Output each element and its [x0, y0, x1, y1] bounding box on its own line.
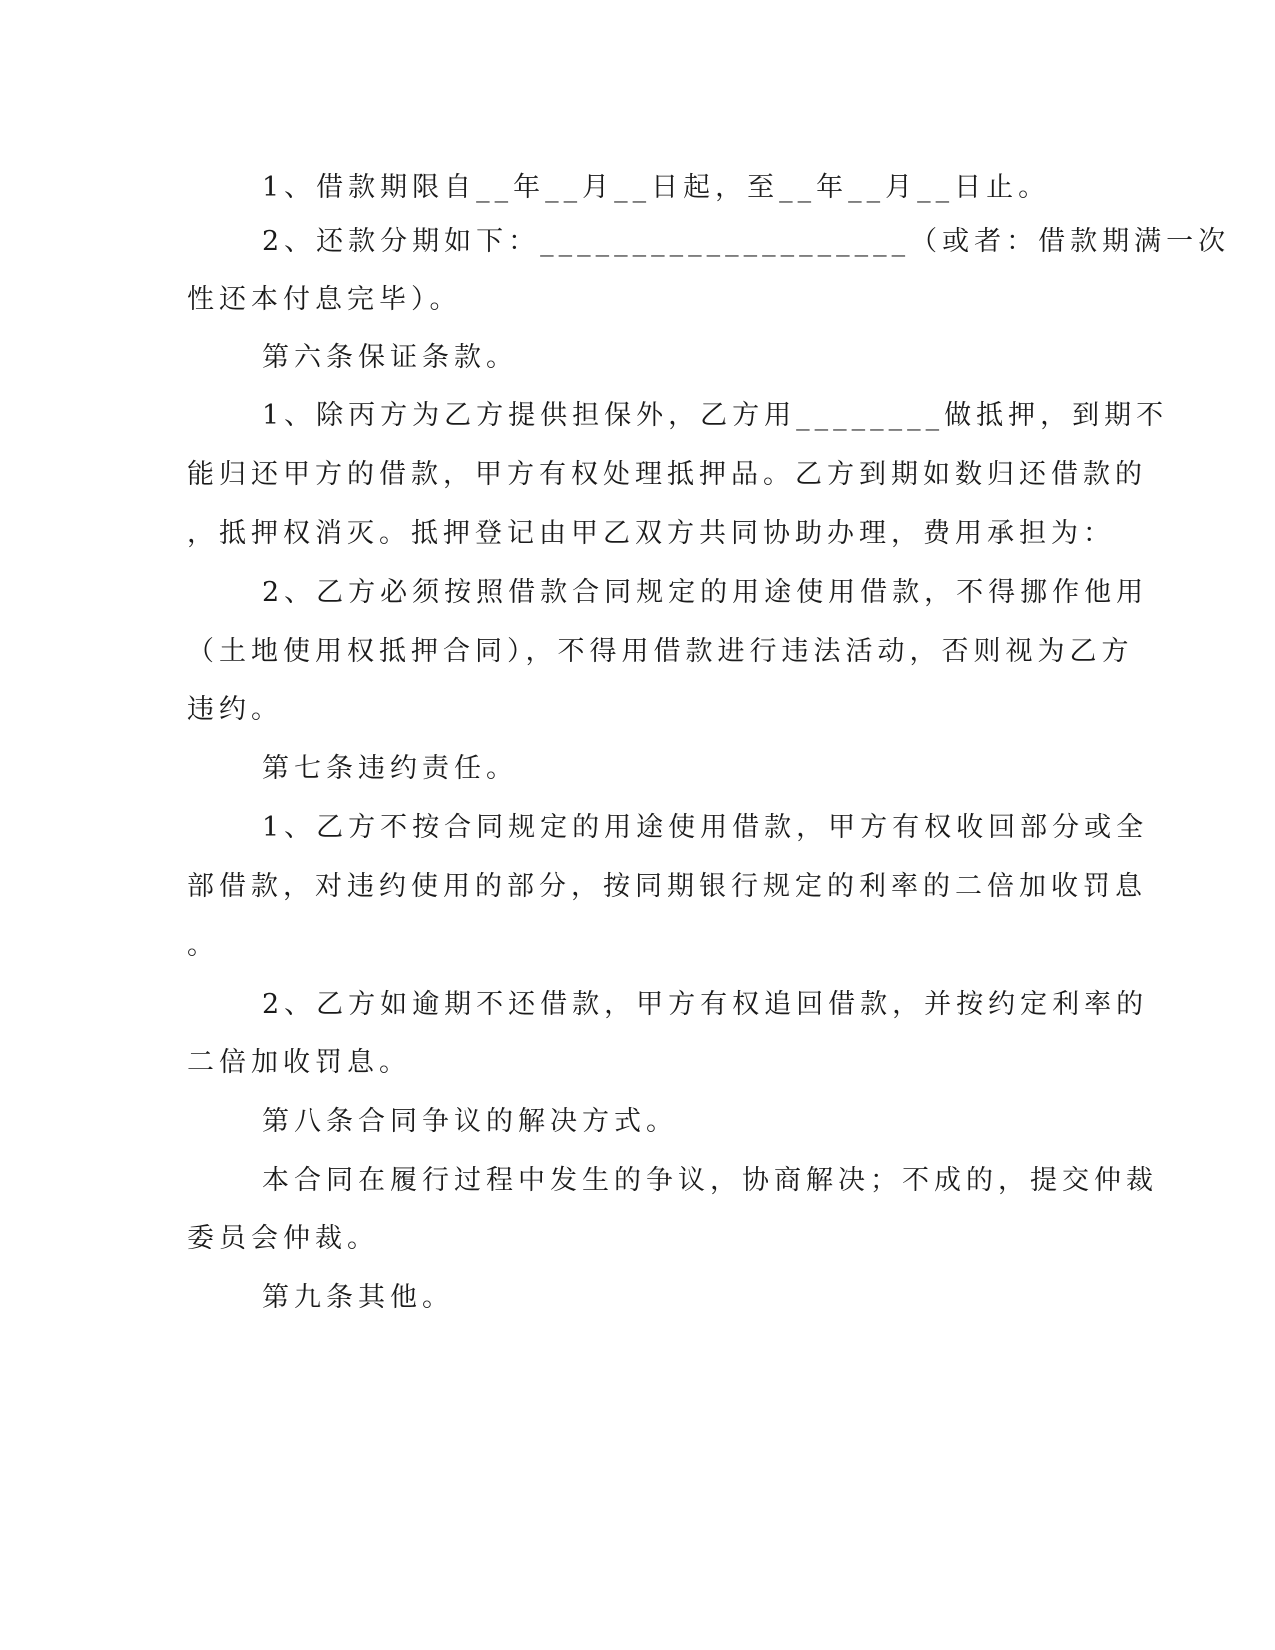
liability-clause-one-line-three: 。	[187, 930, 219, 961]
guarantee-clause-one: 1、除丙方为乙方提供担保外，乙方用________做抵押，到期不	[262, 400, 1169, 431]
article-seven-heading: 第七条违约责任。	[262, 753, 518, 784]
liability-clause-one-line-two: 部借款，对违约使用的部分，按同期银行规定的利率的二倍加收罚息	[187, 871, 1147, 902]
guarantee-clause-two: 2、乙方必须按照借款合同规定的用途使用借款，不得挪作他用	[262, 577, 1149, 608]
article-eight-heading: 第八条合同争议的解决方式。	[262, 1106, 678, 1137]
liability-clause-two: 2、乙方如逾期不还借款，甲方有权追回借款，并按约定利率的	[262, 989, 1149, 1020]
guarantee-clause-one-line-three: ，抵押权消灭。抵押登记由甲乙双方共同协助办理，费用承担为：	[187, 518, 1115, 549]
repayment-installments-clause: 2、还款分期如下：____________________（或者：借款期满一次	[262, 226, 1231, 257]
loan-term-clause: 1、借款期限自__年__月__日起，至__年__月__日止。	[262, 172, 1051, 203]
liability-clause-two-line-two: 二倍加收罚息。	[187, 1047, 411, 1078]
dispute-resolution-clause: 本合同在履行过程中发生的争议，协商解决；不成的，提交仲裁	[262, 1165, 1158, 1196]
guarantee-clause-two-line-three: 违约。	[187, 694, 283, 725]
article-nine-heading: 第九条其他。	[262, 1282, 454, 1313]
guarantee-clause-two-line-two: （土地使用权抵押合同），不得用借款进行违法活动，否则视为乙方	[187, 636, 1134, 667]
dispute-resolution-clause-line-two: 委员会仲裁。	[187, 1223, 379, 1254]
repayment-installments-continued: 性还本付息完毕）。	[187, 284, 462, 315]
article-six-heading: 第六条保证条款。	[262, 342, 518, 373]
guarantee-clause-one-line-two: 能归还甲方的借款，甲方有权处理抵押品。乙方到期如数归还借款的	[187, 459, 1147, 490]
liability-clause-one: 1、乙方不按合同规定的用途使用借款，甲方有权收回部分或全	[262, 812, 1149, 843]
